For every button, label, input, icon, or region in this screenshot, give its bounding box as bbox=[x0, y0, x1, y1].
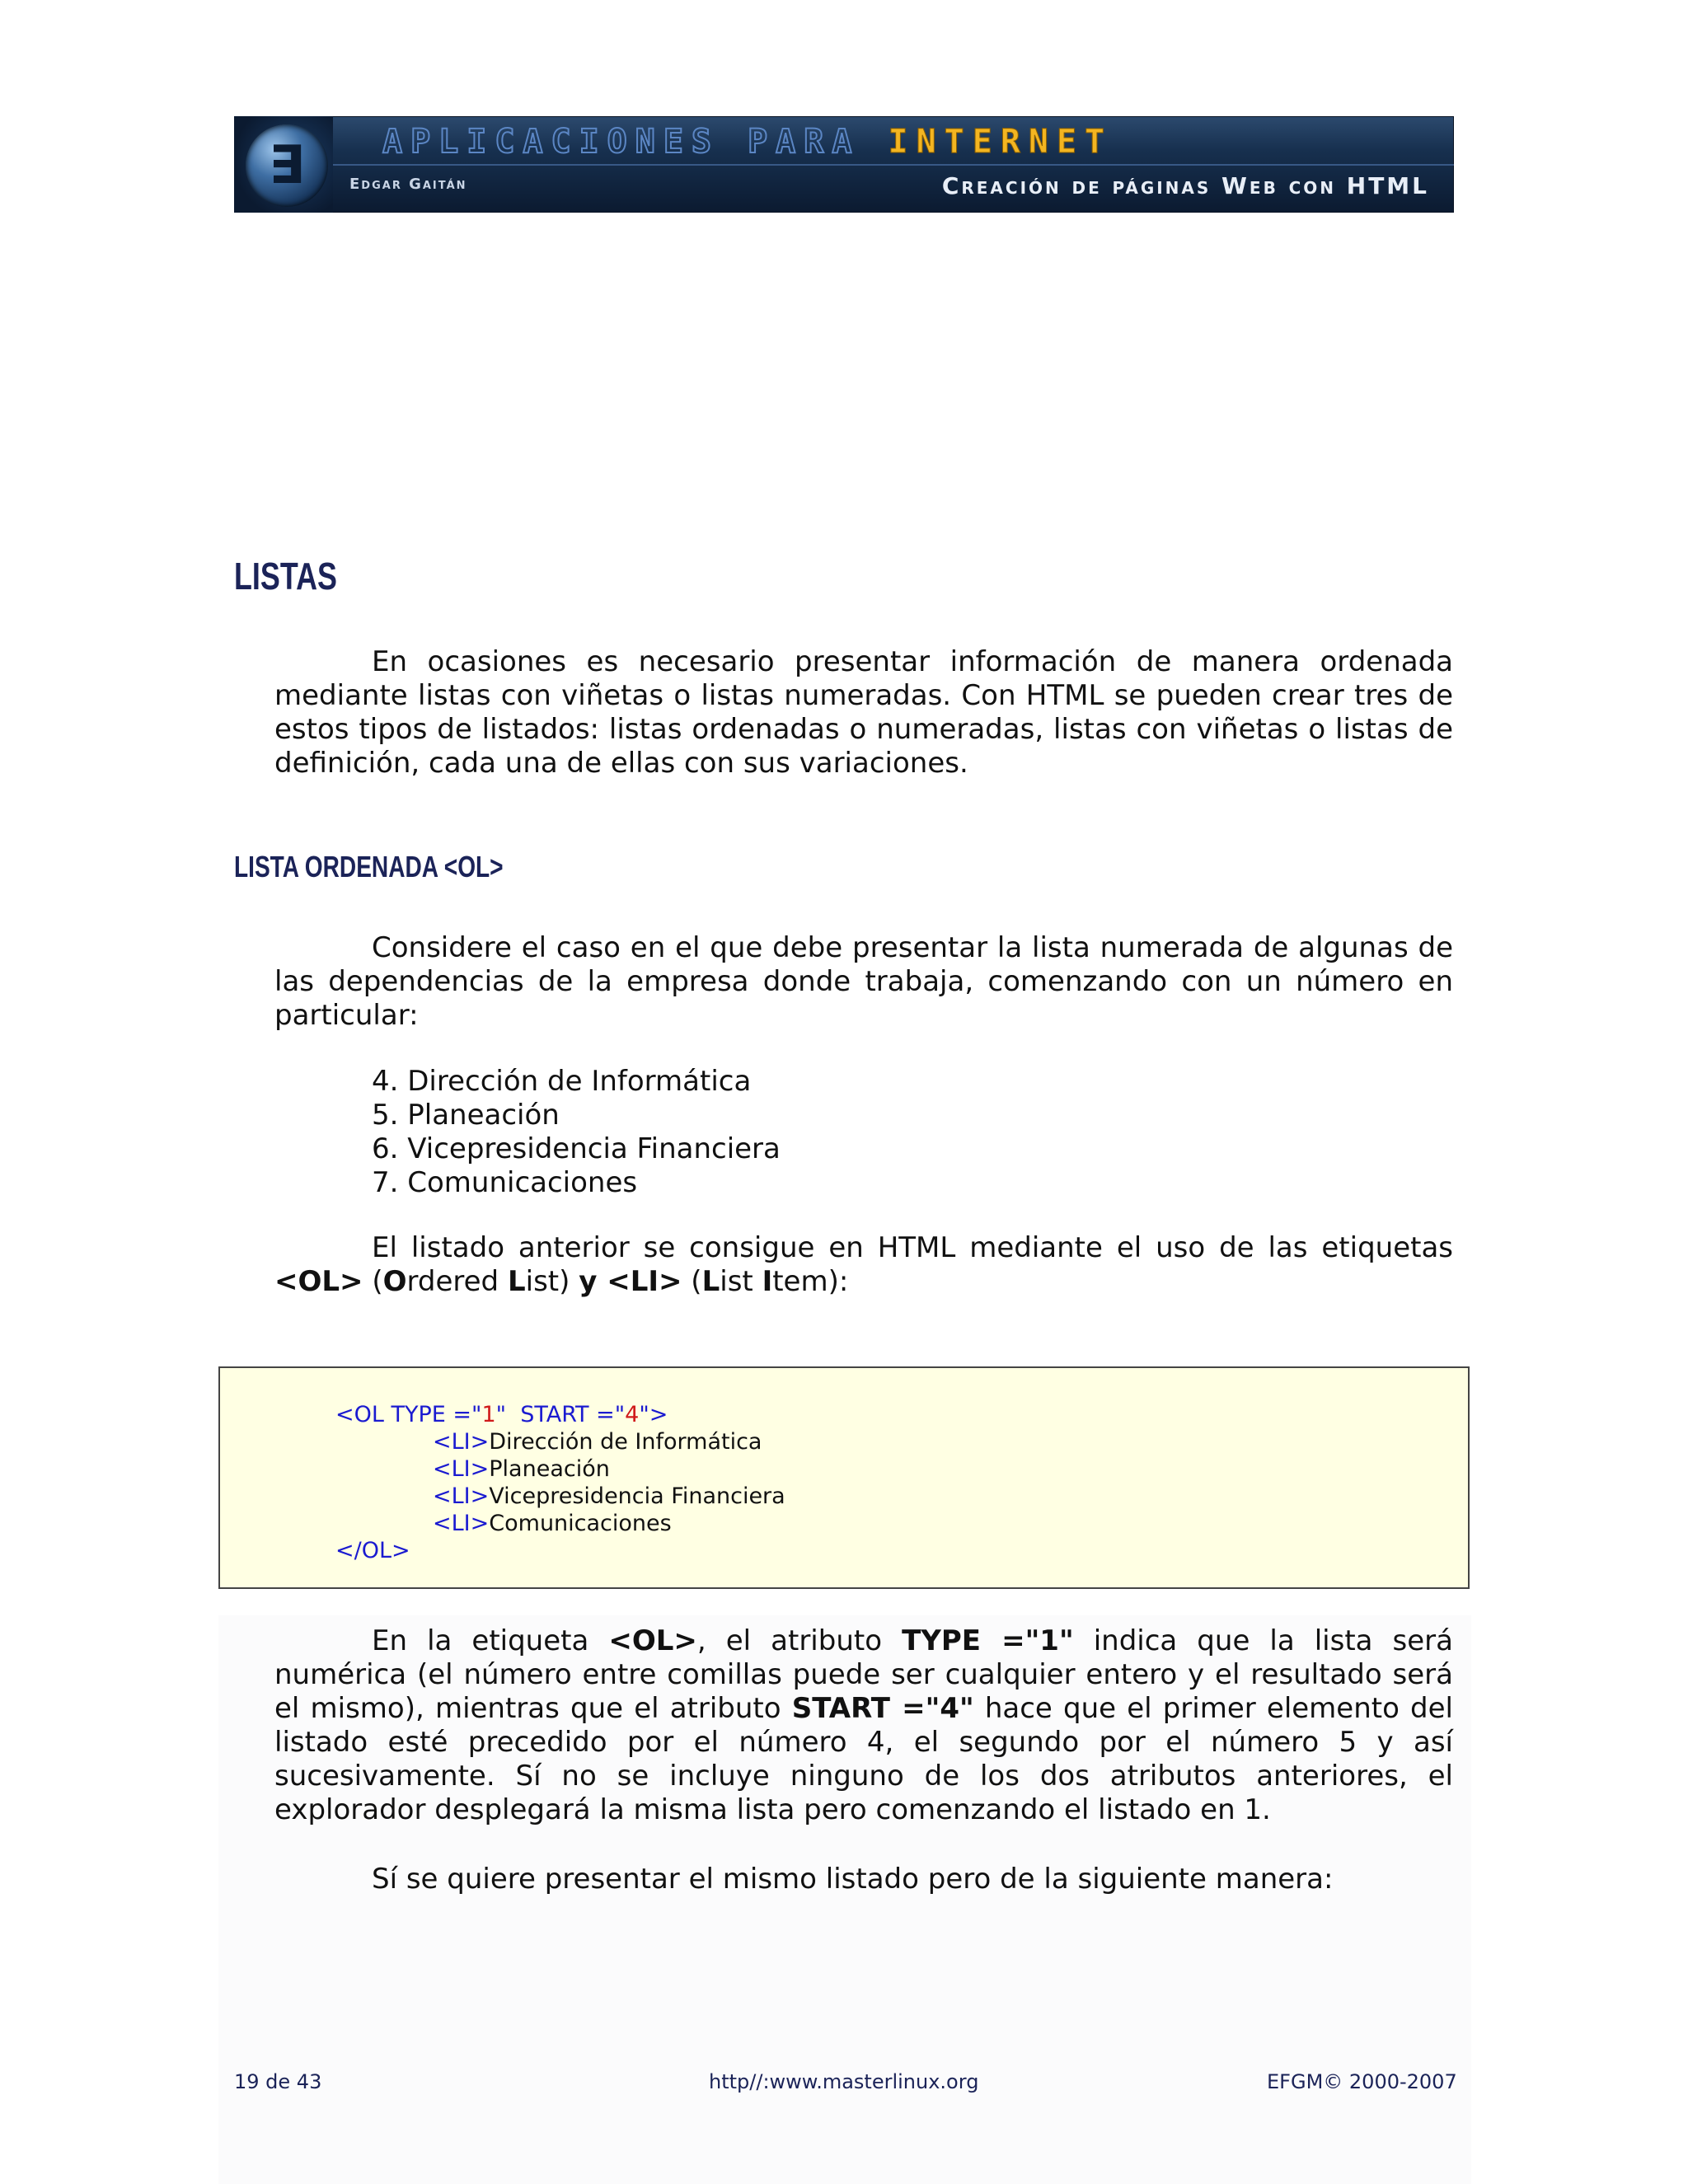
code-line: <LI>Planeación bbox=[433, 1456, 610, 1482]
list-item: 6. Vicepresidencia Financiera bbox=[372, 1132, 781, 1165]
banner-title-part2: INTERNET bbox=[888, 123, 1114, 161]
banner-subtitle: Creación de páginas Web con HTML bbox=[941, 172, 1429, 199]
e-logo-icon: ∃ bbox=[246, 124, 328, 207]
banner-divider bbox=[333, 164, 1454, 166]
page-number: 19 de 43 bbox=[234, 2070, 322, 2093]
header-banner bbox=[234, 116, 1454, 213]
explanation-paragraph: En la etiqueta <OL>, el atributo TYPE ="1" indica que la lista será numérica (el número entre comillas puede ser cualquier entero y el resultado será el mismo), mientras que el atributo START ="4" hace que el primer elemento del listado esté precedido por el número 4, el segundo por el número 5 y así sucesivamente. Sí no se incluye ninguno de los dos atributos anteriores, el explorador desplegará la misma lista pero comenzando el listado en 1. bbox=[274, 1624, 1454, 1826]
li-tag-text: y <LI> bbox=[579, 1265, 682, 1298]
banner-title bbox=[382, 121, 1446, 162]
code-line: </OL> bbox=[335, 1538, 410, 1563]
ordered-list-intro: Considere el caso en el que debe presentar la lista numerada de algunas de las dependencias de la empresa donde trabaja, comenzando con un número en particular: bbox=[274, 931, 1453, 1032]
section-title: LISTAS bbox=[234, 555, 337, 598]
example-list bbox=[372, 1065, 781, 1200]
footer-url[interactable]: http//:www.masterlinux.org bbox=[709, 2070, 979, 2093]
ol-tag-text: <OL> bbox=[274, 1265, 363, 1298]
code-block bbox=[335, 1401, 785, 1564]
closing-paragraph: Sí se quiere presentar el mismo listado pero de la siguiente manera: bbox=[372, 1863, 1334, 1896]
list-item: 7. Comunicaciones bbox=[372, 1166, 638, 1199]
tags-paragraph: El listado anterior se consigue en HTML mediante el uso de las etiquetas <OL> (Ordered List) y <LI> (List Item): bbox=[274, 1231, 1453, 1298]
list-item: 4. Dirección de Informática bbox=[372, 1065, 752, 1098]
subsection-title: LISTA ORDENADA <OL> bbox=[234, 850, 504, 883]
footer-copyright: EFGM© 2000-2007 bbox=[1267, 2070, 1457, 2093]
intro-paragraph: En ocasiones es necesario presentar información de manera ordenada mediante listas con viñetas o listas numeradas. Con HTML se pueden crear tres de estos tipos de listados: listas ordenadas o numeradas, listas con viñetas o listas de definición, cada una de ellas con sus variaciones. bbox=[274, 645, 1453, 780]
code-line: <LI>Comunicaciones bbox=[433, 1511, 672, 1536]
banner-logo-area bbox=[234, 116, 333, 213]
code-line: <LI>Dirección de Informática bbox=[433, 1429, 762, 1455]
code-example-box bbox=[218, 1366, 1470, 1589]
banner-title-part1: APLICACIONES PARA bbox=[382, 123, 889, 161]
code-line: <OL TYPE ="1" START ="4"> bbox=[335, 1402, 668, 1427]
code-line: <LI>Vicepresidencia Financiera bbox=[433, 1483, 785, 1509]
list-item: 5. Planeación bbox=[372, 1099, 560, 1132]
banner-author: Edgar Gaitán bbox=[349, 176, 467, 193]
